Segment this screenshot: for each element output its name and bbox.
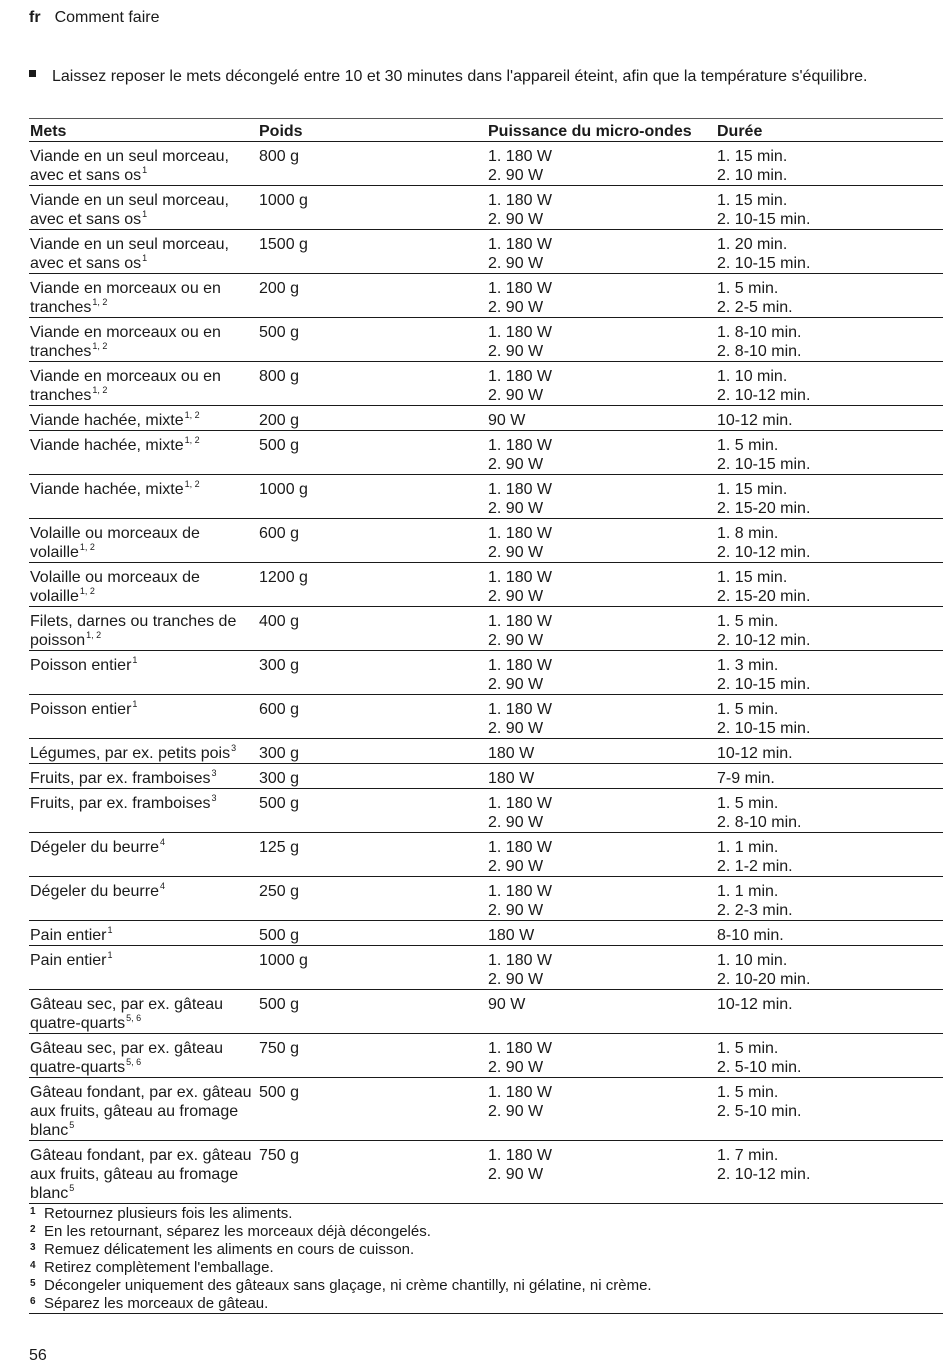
- duree-step: 2. 10-15 min.: [717, 211, 811, 228]
- cell-power: [487, 877, 716, 921]
- cell-poids: 1500 g: [258, 230, 487, 274]
- mets-label: Volaille ou morceaux de volaille: [30, 525, 200, 561]
- cell-poids: 1200 g: [258, 563, 487, 607]
- duree-step: 2. 10-12 min.: [717, 1166, 811, 1183]
- table-row: [29, 475, 943, 519]
- duree-step: 2. 10-12 min.: [717, 632, 811, 649]
- footnote-ref: 1, 2: [184, 479, 200, 489]
- footnote-text: Retirez complètement l'emballage.: [44, 1259, 274, 1276]
- duree-step: 10-12 min.: [717, 412, 793, 429]
- table-row: [29, 607, 943, 651]
- footnote-number: 1: [30, 1206, 36, 1217]
- cell-power: [487, 990, 716, 1034]
- power-step: 1. 180 W: [488, 952, 553, 969]
- duree-step: 10-12 min.: [717, 745, 793, 762]
- cell-duree: [716, 739, 943, 764]
- cell-poids: 1000 g: [258, 475, 487, 519]
- cell-power: [487, 1078, 716, 1141]
- duree-step: 1. 15 min.: [717, 148, 788, 165]
- table-row: [29, 186, 943, 230]
- duree-step: 1. 1 min.: [717, 883, 779, 900]
- duree-step: 1. 20 min.: [717, 236, 788, 253]
- language-label: fr: [29, 9, 41, 26]
- power-step: 2. 90 W: [488, 588, 544, 605]
- footnote-number: 3: [30, 1242, 36, 1253]
- duree-step: 8-10 min.: [717, 927, 784, 944]
- cell-mets: [29, 764, 258, 789]
- mets-label: Gâteau fondant, par ex. gâteau aux fruits, gâteau au fromage blanc: [30, 1147, 252, 1202]
- footnote-ref: 1, 2: [92, 385, 108, 395]
- table-row: [29, 833, 943, 877]
- cell-power: [487, 274, 716, 318]
- duree-step: 1. 5 min.: [717, 1084, 779, 1101]
- duree-step: 1. 8 min.: [717, 525, 779, 542]
- footnote-item: [29, 1277, 943, 1295]
- mets-label: Viande en morceaux ou en tranches: [30, 324, 221, 360]
- cell-mets: [29, 651, 258, 695]
- cell-duree: [716, 1141, 943, 1204]
- power-step: 2. 90 W: [488, 902, 544, 919]
- duree-step: 1. 10 min.: [717, 952, 788, 969]
- cell-power: [487, 431, 716, 475]
- footnote-ref: 5, 6: [126, 1013, 142, 1023]
- cell-power: [487, 563, 716, 607]
- table-row: [29, 1034, 943, 1078]
- cell-poids: 500 g: [258, 921, 487, 946]
- mets-label: Volaille ou morceaux de volaille: [30, 569, 200, 605]
- footnote-ref: 1, 2: [92, 297, 108, 307]
- power-step: 2. 90 W: [488, 299, 544, 316]
- cell-duree: [716, 833, 943, 877]
- cell-power: [487, 519, 716, 563]
- cell-power: [487, 362, 716, 406]
- cell-mets: [29, 921, 258, 946]
- table-row: [29, 1141, 943, 1204]
- power-step: 1. 180 W: [488, 1040, 553, 1057]
- cell-mets: [29, 1034, 258, 1078]
- mets-label: Viande en un seul morceau, avec et sans os: [30, 236, 229, 272]
- power-step: 2. 90 W: [488, 814, 544, 831]
- cell-duree: [716, 651, 943, 695]
- footnote-text: Retournez plusieurs fois les aliments.: [44, 1205, 293, 1222]
- cell-duree: [716, 475, 943, 519]
- power-step: 1. 180 W: [488, 1084, 553, 1101]
- header-duree: Durée: [716, 119, 943, 142]
- duree-step: 1. 15 min.: [717, 192, 788, 209]
- power-step: 2. 90 W: [488, 1059, 544, 1076]
- table-row: [29, 651, 943, 695]
- mets-label: Gâteau sec, par ex. gâteau quatre-quarts: [30, 996, 224, 1032]
- cell-duree: [716, 431, 943, 475]
- cell-poids: 200 g: [258, 406, 487, 431]
- cell-power: [487, 695, 716, 739]
- power-step: 1. 180 W: [488, 525, 553, 542]
- duree-step: 2. 8-10 min.: [717, 814, 802, 831]
- table-row: [29, 877, 943, 921]
- duree-step: 2. 5-10 min.: [717, 1059, 802, 1076]
- table-row: [29, 519, 943, 563]
- power-step: 2. 90 W: [488, 632, 544, 649]
- cell-mets: [29, 406, 258, 431]
- cell-mets: [29, 519, 258, 563]
- duree-step: 1. 5 min.: [717, 437, 779, 454]
- duree-step: 2. 8-10 min.: [717, 343, 802, 360]
- power-step: 1. 180 W: [488, 280, 553, 297]
- cell-mets: [29, 607, 258, 651]
- footnote-ref: 1: [142, 209, 148, 219]
- mets-label: Pain entier: [30, 952, 107, 969]
- cell-duree: [716, 764, 943, 789]
- table-row: [29, 695, 943, 739]
- cell-mets: [29, 362, 258, 406]
- cell-poids: 750 g: [258, 1141, 487, 1204]
- cell-mets: [29, 695, 258, 739]
- cell-duree: [716, 318, 943, 362]
- cell-poids: 600 g: [258, 519, 487, 563]
- mets-label: Poisson entier: [30, 657, 132, 674]
- power-step: 2. 90 W: [488, 676, 544, 693]
- cell-mets: [29, 833, 258, 877]
- power-step: 2. 90 W: [488, 971, 544, 988]
- table-row: [29, 1078, 943, 1141]
- cell-duree: [716, 362, 943, 406]
- cell-duree: [716, 563, 943, 607]
- footnote-ref: 5: [69, 1120, 75, 1130]
- duree-step: 2. 15-20 min.: [717, 588, 811, 605]
- cell-poids: 300 g: [258, 739, 487, 764]
- duree-step: 2. 10-15 min.: [717, 456, 811, 473]
- cell-power: [487, 789, 716, 833]
- cell-duree: [716, 789, 943, 833]
- footnote-ref: 1, 2: [92, 341, 108, 351]
- cell-power: [487, 230, 716, 274]
- cell-mets: [29, 431, 258, 475]
- table-body: [29, 142, 943, 1204]
- mets-label: Fruits, par ex. framboises: [30, 770, 211, 787]
- duree-step: 1. 5 min.: [717, 1040, 779, 1057]
- footnote-ref: 5: [69, 1183, 75, 1193]
- footnote-ref: 1: [132, 655, 138, 665]
- footnote-ref: 1: [142, 253, 148, 263]
- defrost-table: [29, 118, 943, 1204]
- mets-label: Dégeler du beurre: [30, 883, 159, 900]
- power-step: 2. 90 W: [488, 255, 544, 272]
- table-row: [29, 764, 943, 789]
- mets-label: Gâteau sec, par ex. gâteau quatre-quarts: [30, 1040, 224, 1076]
- footnote-ref: 3: [211, 793, 217, 803]
- duree-step: 1. 5 min.: [717, 701, 779, 718]
- cell-duree: [716, 921, 943, 946]
- footnote-rule: [29, 1313, 943, 1314]
- cell-duree: [716, 1034, 943, 1078]
- table-row: [29, 946, 943, 990]
- power-step: 1. 180 W: [488, 883, 553, 900]
- table-header-row: [29, 119, 943, 142]
- duree-step: 2. 10-15 min.: [717, 255, 811, 272]
- duree-step: 1. 15 min.: [717, 569, 788, 586]
- cell-mets: [29, 946, 258, 990]
- table-row: [29, 563, 943, 607]
- power-step: 1. 180 W: [488, 1147, 553, 1164]
- cell-power: [487, 1141, 716, 1204]
- cell-poids: 1000 g: [258, 946, 487, 990]
- mets-label: Filets, darnes ou tranches de poisson: [30, 613, 237, 649]
- cell-duree: [716, 877, 943, 921]
- mets-label: Gâteau fondant, par ex. gâteau aux fruits, gâteau au fromage blanc: [30, 1084, 252, 1139]
- cell-poids: 500 g: [258, 318, 487, 362]
- power-step: 2. 90 W: [488, 387, 544, 404]
- power-step: 90 W: [488, 412, 526, 429]
- mets-label: Légumes, par ex. petits pois: [30, 745, 231, 762]
- duree-step: 2. 10-12 min.: [717, 544, 811, 561]
- cell-poids: 500 g: [258, 431, 487, 475]
- table-row: [29, 274, 943, 318]
- duree-step: 2. 10-20 min.: [717, 971, 811, 988]
- mets-label: Viande hachée, mixte: [30, 412, 184, 429]
- footnote-ref: 3: [231, 743, 237, 753]
- mets-label: Viande hachée, mixte: [30, 481, 184, 498]
- footnote-number: 4: [30, 1260, 36, 1271]
- intro-text: Laissez reposer le mets décongelé entre 10 et 30 minutes dans l'appareil éteint, afin que la température s'équilibre.: [52, 68, 868, 85]
- mets-label: Dégeler du beurre: [30, 839, 159, 856]
- header-mets: Mets: [29, 119, 258, 142]
- cell-poids: 800 g: [258, 142, 487, 186]
- table-row: [29, 230, 943, 274]
- table-row: [29, 142, 943, 186]
- mets-label: Viande en un seul morceau, avec et sans os: [30, 192, 229, 228]
- cell-mets: [29, 318, 258, 362]
- power-step: 1. 180 W: [488, 569, 553, 586]
- cell-duree: [716, 990, 943, 1034]
- duree-step: 1. 7 min.: [717, 1147, 779, 1164]
- cell-power: [487, 1034, 716, 1078]
- footnote-ref: 4: [159, 881, 165, 891]
- cell-mets: [29, 739, 258, 764]
- cell-power: [487, 142, 716, 186]
- duree-step: 2. 10-15 min.: [717, 676, 811, 693]
- cell-power: [487, 764, 716, 789]
- footnote-ref: 4: [159, 837, 165, 847]
- footnote-ref: 1: [142, 165, 148, 175]
- cell-duree: [716, 186, 943, 230]
- footnote-text: Séparez les morceaux de gâteau.: [44, 1295, 269, 1312]
- mets-label: Fruits, par ex. framboises: [30, 795, 211, 812]
- cell-poids: 500 g: [258, 789, 487, 833]
- duree-step: 1. 8-10 min.: [717, 324, 802, 341]
- table-row: [29, 362, 943, 406]
- table-row: [29, 431, 943, 475]
- footnote-ref: 1, 2: [79, 542, 95, 552]
- duree-step: 1. 5 min.: [717, 280, 779, 297]
- power-step: 1. 180 W: [488, 236, 553, 253]
- footnote-ref: 1: [107, 925, 113, 935]
- duree-step: 2. 10 min.: [717, 167, 788, 184]
- table-row: [29, 406, 943, 431]
- cell-power: [487, 607, 716, 651]
- cell-mets: [29, 1141, 258, 1204]
- cell-duree: [716, 274, 943, 318]
- power-step: 1. 180 W: [488, 701, 553, 718]
- power-step: 2. 90 W: [488, 858, 544, 875]
- footnote-ref: 5, 6: [126, 1057, 142, 1067]
- power-step: 90 W: [488, 996, 526, 1013]
- power-step: 1. 180 W: [488, 368, 553, 385]
- table-row: [29, 990, 943, 1034]
- section-title: Comment faire: [54, 9, 160, 26]
- cell-poids: 1000 g: [258, 186, 487, 230]
- cell-duree: [716, 519, 943, 563]
- duree-step: 1. 5 min.: [717, 613, 779, 630]
- cell-power: [487, 186, 716, 230]
- intro-note: [29, 67, 941, 86]
- power-step: 2. 90 W: [488, 456, 544, 473]
- footnote-ref: 1: [107, 950, 113, 960]
- power-step: 2. 90 W: [488, 211, 544, 228]
- cell-duree: [716, 230, 943, 274]
- cell-poids: 400 g: [258, 607, 487, 651]
- cell-mets: [29, 990, 258, 1034]
- power-step: 2. 90 W: [488, 544, 544, 561]
- footnote-ref: 1, 2: [184, 435, 200, 445]
- cell-duree: [716, 607, 943, 651]
- cell-poids: 125 g: [258, 833, 487, 877]
- duree-step: 2. 1-2 min.: [717, 858, 793, 875]
- cell-poids: 300 g: [258, 764, 487, 789]
- cell-mets: [29, 1078, 258, 1141]
- power-step: 180 W: [488, 745, 535, 762]
- cell-duree: [716, 946, 943, 990]
- footnote-text: En les retournant, séparez les morceaux déjà décongelés.: [44, 1223, 431, 1240]
- power-step: 2. 90 W: [488, 1166, 544, 1183]
- power-step: 1. 180 W: [488, 613, 553, 630]
- cell-power: [487, 318, 716, 362]
- duree-step: 1. 1 min.: [717, 839, 779, 856]
- cell-mets: [29, 475, 258, 519]
- table-row: [29, 789, 943, 833]
- footnote-number: 6: [30, 1296, 36, 1307]
- table-row: [29, 739, 943, 764]
- cell-duree: [716, 142, 943, 186]
- header-power: Puissance du micro-ondes: [487, 119, 716, 142]
- cell-mets: [29, 274, 258, 318]
- duree-step: 1. 3 min.: [717, 657, 779, 674]
- mets-label: Viande en un seul morceau, avec et sans os: [30, 148, 229, 184]
- footnote-ref: 1, 2: [184, 410, 200, 420]
- cell-poids: 250 g: [258, 877, 487, 921]
- footnote-text: Remuez délicatement les aliments en cours de cuisson.: [44, 1241, 415, 1258]
- bullet-icon: [29, 70, 36, 77]
- cell-poids: 800 g: [258, 362, 487, 406]
- power-step: 1. 180 W: [488, 795, 553, 812]
- cell-mets: [29, 877, 258, 921]
- cell-duree: [716, 406, 943, 431]
- table-row: [29, 318, 943, 362]
- duree-step: 2. 15-20 min.: [717, 500, 811, 517]
- power-step: 1. 180 W: [488, 839, 553, 856]
- footnote-item: [29, 1259, 943, 1277]
- footnote-ref: 3: [211, 768, 217, 778]
- cell-power: [487, 833, 716, 877]
- cell-mets: [29, 789, 258, 833]
- duree-step: 1. 15 min.: [717, 481, 788, 498]
- power-step: 2. 90 W: [488, 500, 544, 517]
- cell-mets: [29, 563, 258, 607]
- page-header: [29, 9, 159, 27]
- cell-poids: 200 g: [258, 274, 487, 318]
- power-step: 180 W: [488, 927, 535, 944]
- power-step: 1. 180 W: [488, 324, 553, 341]
- table-row: [29, 921, 943, 946]
- power-step: 1. 180 W: [488, 148, 553, 165]
- duree-step: 2. 5-10 min.: [717, 1103, 802, 1120]
- cell-duree: [716, 1078, 943, 1141]
- footnote-item: [29, 1223, 943, 1241]
- header-poids: Poids: [258, 119, 487, 142]
- duree-step: 1. 5 min.: [717, 795, 779, 812]
- cell-poids: 500 g: [258, 1078, 487, 1141]
- cell-power: [487, 651, 716, 695]
- footnote-item: [29, 1205, 943, 1223]
- page-number: 56: [29, 1347, 47, 1364]
- footnotes: [29, 1205, 943, 1313]
- power-step: 2. 90 W: [488, 343, 544, 360]
- footnote-ref: 1, 2: [79, 586, 95, 596]
- footnote-ref: 1: [132, 699, 138, 709]
- power-step: 2. 90 W: [488, 1103, 544, 1120]
- footnote-number: 5: [30, 1278, 36, 1289]
- power-step: 180 W: [488, 770, 535, 787]
- footnote-item: [29, 1295, 943, 1313]
- duree-step: 2. 10-15 min.: [717, 720, 811, 737]
- cell-poids: 750 g: [258, 1034, 487, 1078]
- cell-duree: [716, 695, 943, 739]
- power-step: 1. 180 W: [488, 481, 553, 498]
- duree-step: 2. 10-12 min.: [717, 387, 811, 404]
- mets-label: Viande hachée, mixte: [30, 437, 184, 454]
- cell-power: [487, 475, 716, 519]
- cell-power: [487, 946, 716, 990]
- power-step: 1. 180 W: [488, 657, 553, 674]
- footnote-number: 2: [30, 1224, 36, 1235]
- cell-poids: 600 g: [258, 695, 487, 739]
- mets-label: Poisson entier: [30, 701, 132, 718]
- cell-poids: 500 g: [258, 990, 487, 1034]
- duree-step: 7-9 min.: [717, 770, 775, 787]
- cell-mets: [29, 230, 258, 274]
- power-step: 1. 180 W: [488, 192, 553, 209]
- power-step: 2. 90 W: [488, 167, 544, 184]
- cell-power: [487, 921, 716, 946]
- mets-label: Viande en morceaux ou en tranches: [30, 368, 221, 404]
- duree-step: 2. 2-5 min.: [717, 299, 793, 316]
- cell-mets: [29, 142, 258, 186]
- cell-power: [487, 739, 716, 764]
- duree-step: 2. 2-3 min.: [717, 902, 793, 919]
- cell-poids: 300 g: [258, 651, 487, 695]
- mets-label: Viande en morceaux ou en tranches: [30, 280, 221, 316]
- power-step: 2. 90 W: [488, 720, 544, 737]
- duree-step: 10-12 min.: [717, 996, 793, 1013]
- mets-label: Pain entier: [30, 927, 107, 944]
- cell-power: [487, 406, 716, 431]
- footnote-item: [29, 1241, 943, 1259]
- power-step: 1. 180 W: [488, 437, 553, 454]
- cell-mets: [29, 186, 258, 230]
- footnote-ref: 1, 2: [86, 630, 102, 640]
- duree-step: 1. 10 min.: [717, 368, 788, 385]
- footnote-text: Décongeler uniquement des gâteaux sans glaçage, ni crème chantilly, ni gélatine, ni crème.: [44, 1277, 652, 1294]
